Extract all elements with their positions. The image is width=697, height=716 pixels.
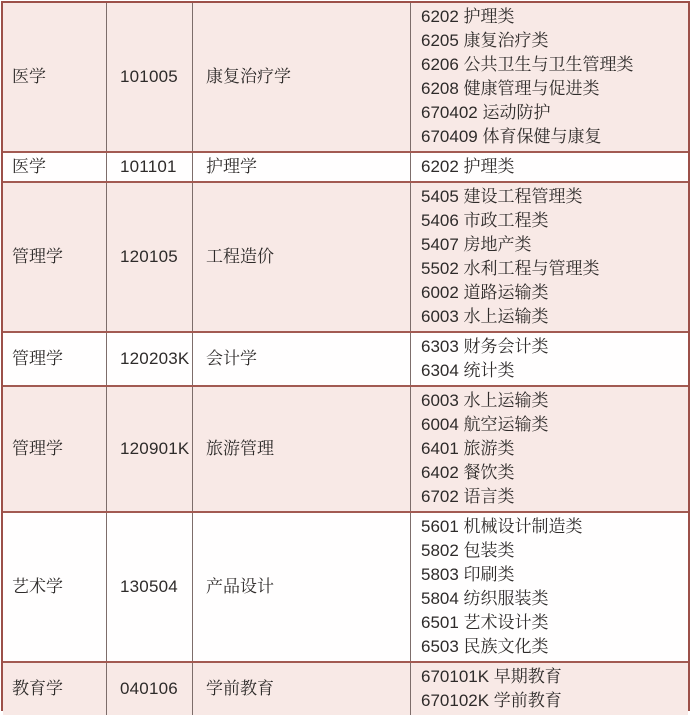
category-item: 5407 房地产类 bbox=[421, 235, 532, 254]
major-cell: 护理学 bbox=[192, 153, 410, 181]
category-item: 6503 民族文化类 bbox=[421, 637, 549, 656]
discipline-cell: 管理学 bbox=[12, 247, 63, 266]
table-row bbox=[3, 661, 688, 715]
category-item: 670402 运动防护 bbox=[421, 103, 551, 122]
code-cell: 130504 bbox=[106, 513, 192, 661]
major-cell: 会计学 bbox=[192, 333, 410, 385]
table-row bbox=[3, 151, 688, 181]
categories-cell bbox=[410, 333, 688, 385]
discipline-cell: 管理学 bbox=[12, 349, 63, 368]
table-row bbox=[3, 3, 688, 151]
category-item: 5502 水利工程与管理类 bbox=[421, 259, 600, 278]
code-cell: 040106 bbox=[106, 663, 192, 715]
code-cell: 120105 bbox=[106, 183, 192, 331]
table-row bbox=[3, 511, 688, 661]
discipline-cell: 管理学 bbox=[12, 439, 63, 458]
category-item: 5406 市政工程类 bbox=[421, 211, 549, 230]
code-cell: 120203K bbox=[106, 333, 192, 385]
category-item: 6205 康复治疗类 bbox=[421, 31, 549, 50]
category-item: 5601 机械设计制造类 bbox=[421, 517, 583, 536]
majors-table bbox=[1, 1, 690, 711]
category-item: 5405 建设工程管理类 bbox=[421, 187, 583, 206]
discipline-cell: 医学 bbox=[12, 67, 46, 86]
table-row bbox=[3, 385, 688, 511]
code-cell: 101005 bbox=[106, 3, 192, 151]
category-item: 5804 纺织服装类 bbox=[421, 589, 549, 608]
major-cell: 学前教育 bbox=[192, 663, 410, 715]
major-cell: 旅游管理 bbox=[192, 387, 410, 511]
categories-cell bbox=[410, 153, 688, 181]
category-item: 6402 餐饮类 bbox=[421, 463, 515, 482]
category-item: 6702 语言类 bbox=[421, 487, 515, 506]
major-cell: 工程造价 bbox=[192, 183, 410, 331]
category-item: 6003 水上运输类 bbox=[421, 307, 549, 326]
code-cell: 101101 bbox=[106, 153, 192, 181]
table-row bbox=[3, 181, 688, 331]
category-item: 6202 护理类 bbox=[421, 7, 515, 26]
major-cell: 康复治疗学 bbox=[192, 3, 410, 151]
discipline-cell: 艺术学 bbox=[12, 577, 63, 596]
category-item: 6303 财务会计类 bbox=[421, 337, 549, 356]
category-item: 6004 航空运输类 bbox=[421, 415, 549, 434]
discipline-cell: 教育学 bbox=[12, 679, 63, 698]
table-row bbox=[3, 331, 688, 385]
category-item: 670102K 学前教育 bbox=[421, 691, 562, 710]
category-item: 6002 道路运输类 bbox=[421, 283, 549, 302]
category-item: 5802 包装类 bbox=[421, 541, 515, 560]
category-item: 670409 体育保健与康复 bbox=[421, 127, 602, 146]
categories-cell bbox=[410, 3, 688, 151]
category-item: 670101K 早期教育 bbox=[421, 667, 562, 686]
category-item: 6206 公共卫生与卫生管理类 bbox=[421, 55, 634, 74]
categories-cell bbox=[410, 513, 688, 661]
category-item: 6304 统计类 bbox=[421, 361, 515, 380]
category-item: 6501 艺术设计类 bbox=[421, 613, 549, 632]
category-item: 6003 水上运输类 bbox=[421, 391, 549, 410]
category-item: 6208 健康管理与促进类 bbox=[421, 79, 600, 98]
category-item: 5803 印刷类 bbox=[421, 565, 515, 584]
category-item: 6202 护理类 bbox=[421, 157, 515, 176]
code-cell: 120901K bbox=[106, 387, 192, 511]
category-item: 6401 旅游类 bbox=[421, 439, 515, 458]
categories-cell bbox=[410, 663, 688, 715]
categories-cell bbox=[410, 183, 688, 331]
discipline-cell: 医学 bbox=[12, 157, 46, 176]
categories-cell bbox=[410, 387, 688, 511]
major-cell: 产品设计 bbox=[192, 513, 410, 661]
